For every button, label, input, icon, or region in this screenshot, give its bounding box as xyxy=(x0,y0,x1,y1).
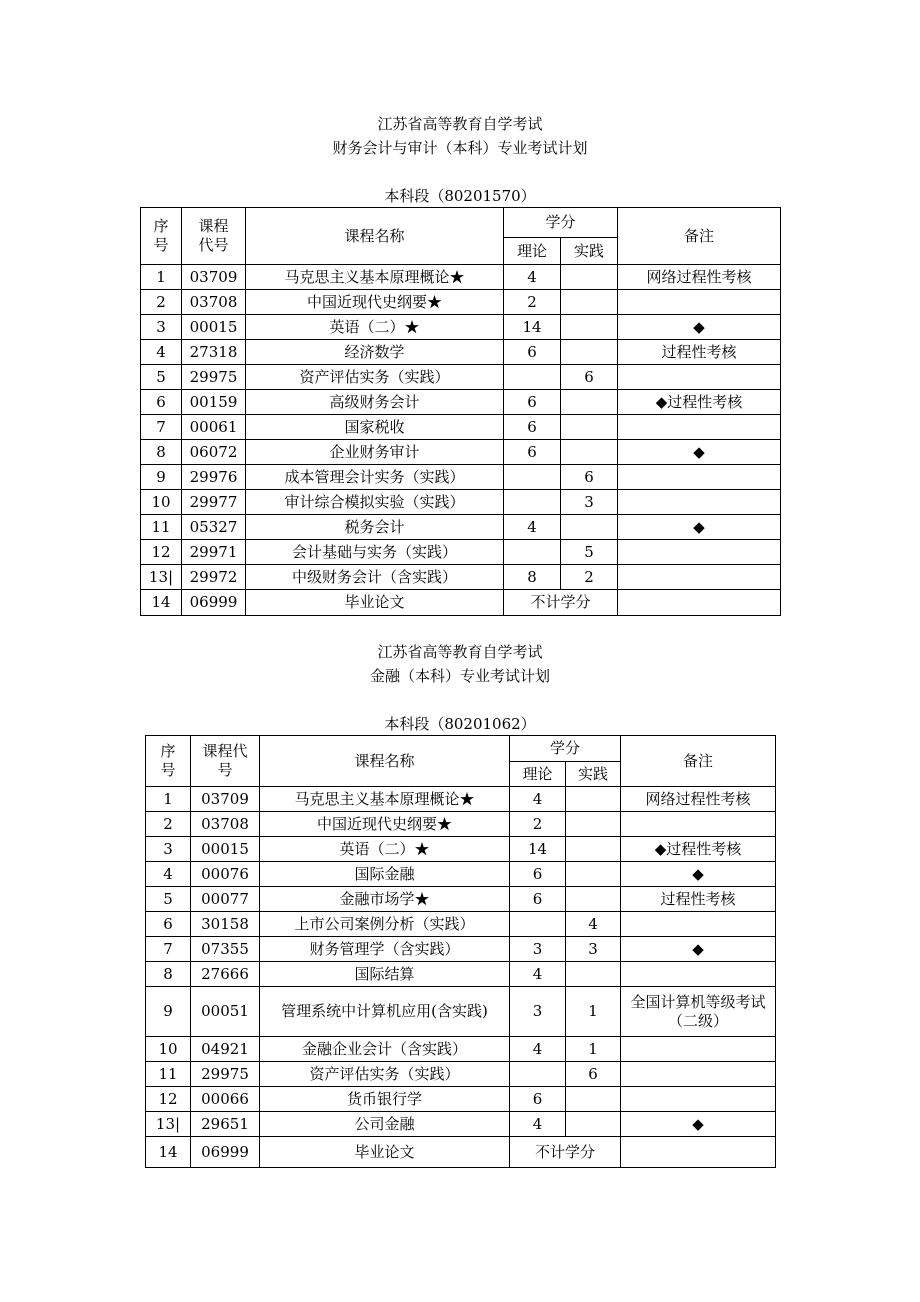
row-note: ◆ xyxy=(621,862,776,887)
row-name: 国家税收 xyxy=(246,415,504,440)
row-name: 金融企业会计（含实践） xyxy=(260,1037,510,1062)
table-row xyxy=(141,365,781,390)
header-no-line1: 序 xyxy=(160,742,176,760)
row-practice: 4 xyxy=(566,912,621,937)
row-no: 9 xyxy=(141,465,182,490)
header-no-line2: 号 xyxy=(160,761,176,779)
row-no: 6 xyxy=(146,912,191,937)
table-row xyxy=(141,340,781,365)
row-note: 过程性考核 xyxy=(618,340,781,365)
row-name: 企业财务审计 xyxy=(246,440,504,465)
row-no: 14 xyxy=(146,1137,191,1168)
row-code: 27318 xyxy=(182,340,246,365)
row-name: 经济数学 xyxy=(246,340,504,365)
row-code: 00066 xyxy=(191,1087,260,1112)
row-note: ◆ xyxy=(618,315,781,340)
table-row xyxy=(146,937,776,962)
row-practice xyxy=(566,862,621,887)
row-no: 11 xyxy=(141,515,182,540)
row-name: 上市公司案例分析（实践） xyxy=(260,912,510,937)
row-name: 国际金融 xyxy=(260,862,510,887)
plan-2-body xyxy=(146,787,776,1168)
row-practice xyxy=(566,837,621,862)
row-name: 资产评估实务（实践） xyxy=(260,1062,510,1087)
row-practice: 3 xyxy=(566,937,621,962)
row-theory: 4 xyxy=(510,787,566,812)
row-name: 国际结算 xyxy=(260,962,510,987)
table-row xyxy=(141,490,781,515)
row-note: ◆过程性考核 xyxy=(621,837,776,862)
row-no: 3 xyxy=(141,315,182,340)
row-code: 05327 xyxy=(182,515,246,540)
row-theory: 14 xyxy=(504,315,561,340)
row-practice xyxy=(561,390,618,415)
row-code: 07355 xyxy=(191,937,260,962)
row-theory: 14 xyxy=(510,837,566,862)
row-name: 毕业论文 xyxy=(246,590,504,616)
row-note xyxy=(621,912,776,937)
row-name: 英语（二）★ xyxy=(246,315,504,340)
row-practice xyxy=(566,1112,621,1137)
row-no: 1 xyxy=(146,787,191,812)
row-practice xyxy=(561,515,618,540)
row-name: 审计综合模拟实验（实践） xyxy=(246,490,504,515)
row-code: 29975 xyxy=(191,1062,260,1087)
row-theory: 6 xyxy=(504,390,561,415)
row-practice xyxy=(561,265,618,290)
row-note xyxy=(618,565,781,590)
row-practice xyxy=(561,415,618,440)
row-theory xyxy=(504,540,561,565)
row-theory: 6 xyxy=(510,1087,566,1112)
row-name: 财务管理学（含实践） xyxy=(260,937,510,962)
row-note: ◆ xyxy=(621,1112,776,1137)
plan-2-table xyxy=(145,735,776,1168)
row-note xyxy=(621,1062,776,1087)
header-theory: 理论 xyxy=(510,762,566,787)
plan-1-body xyxy=(141,265,781,616)
row-name: 公司金融 xyxy=(260,1112,510,1137)
header-credits: 学分 xyxy=(504,208,618,238)
table-row xyxy=(141,290,781,315)
row-theory xyxy=(504,365,561,390)
row-note: ◆过程性考核 xyxy=(618,390,781,415)
row-code: 29651 xyxy=(191,1112,260,1137)
row-no: 1 xyxy=(141,265,182,290)
header-code-line2: 代号 xyxy=(198,236,229,254)
row-practice xyxy=(566,1087,621,1112)
row-no: 13| xyxy=(146,1112,191,1137)
header-practice: 实践 xyxy=(566,762,621,787)
row-theory: 4 xyxy=(504,265,561,290)
row-no: 3 xyxy=(146,837,191,862)
row-code: 00051 xyxy=(191,987,260,1037)
row-code: 00159 xyxy=(182,390,246,415)
row-theory: 4 xyxy=(504,515,561,540)
table-row xyxy=(141,265,781,290)
row-theory xyxy=(510,1062,566,1087)
row-code: 03708 xyxy=(191,812,260,837)
row-no: 10 xyxy=(141,490,182,515)
row-name: 中国近现代史纲要★ xyxy=(246,290,504,315)
table-row xyxy=(146,987,776,1037)
row-no: 5 xyxy=(141,365,182,390)
row-code: 03708 xyxy=(182,290,246,315)
header-credits: 学分 xyxy=(510,736,621,762)
row-name: 马克思主义基本原理概论★ xyxy=(260,787,510,812)
row-note xyxy=(618,465,781,490)
row-practice xyxy=(561,440,618,465)
row-code: 06072 xyxy=(182,440,246,465)
row-no: 13| xyxy=(141,565,182,590)
row-note: ◆ xyxy=(618,440,781,465)
table-row xyxy=(146,887,776,912)
row-note: ◆ xyxy=(621,937,776,962)
row-no: 5 xyxy=(146,887,191,912)
row-no: 7 xyxy=(146,937,191,962)
row-practice xyxy=(566,962,621,987)
row-practice: 3 xyxy=(561,490,618,515)
row-theory xyxy=(504,465,561,490)
row-theory: 2 xyxy=(504,290,561,315)
row-name: 高级财务会计 xyxy=(246,390,504,415)
row-code: 06999 xyxy=(191,1137,260,1168)
table-row xyxy=(146,787,776,812)
table-row xyxy=(146,1037,776,1062)
row-code: 00077 xyxy=(191,887,260,912)
row-name: 中级财务会计（含实践） xyxy=(246,565,504,590)
row-no: 10 xyxy=(146,1037,191,1062)
table-row xyxy=(146,837,776,862)
row-no: 4 xyxy=(141,340,182,365)
row-theory: 4 xyxy=(510,1037,566,1062)
row-code: 03709 xyxy=(182,265,246,290)
plan-2-subtitle: 金融（本科）专业考试计划 xyxy=(369,667,550,685)
row-theory: 6 xyxy=(510,862,566,887)
row-name: 会计基础与实务（实践） xyxy=(246,540,504,565)
row-name: 毕业论文 xyxy=(260,1137,510,1168)
table-row xyxy=(146,1112,776,1137)
table-row-last xyxy=(141,590,781,616)
row-practice xyxy=(561,340,618,365)
row-note xyxy=(618,540,781,565)
row-name: 成本管理会计实务（实践） xyxy=(246,465,504,490)
plan-2-section-label: 本科段（80201062） xyxy=(384,715,536,733)
row-no: 8 xyxy=(141,440,182,465)
row-note xyxy=(618,365,781,390)
row-theory: 6 xyxy=(504,340,561,365)
row-practice xyxy=(561,290,618,315)
row-theory: 6 xyxy=(510,887,566,912)
header-note: 备注 xyxy=(621,736,776,787)
row-note xyxy=(618,590,781,616)
row-no: 14 xyxy=(141,590,182,616)
plan-1-title: 江苏省高等教育自学考试 xyxy=(377,115,543,133)
row-code: 30158 xyxy=(191,912,260,937)
table-row xyxy=(146,912,776,937)
header-code xyxy=(191,736,260,787)
row-no: 4 xyxy=(146,862,191,887)
table-row xyxy=(141,315,781,340)
header-no-line2: 号 xyxy=(153,236,169,254)
row-practice xyxy=(566,787,621,812)
row-theory: 8 xyxy=(504,565,561,590)
row-note xyxy=(621,812,776,837)
row-no: 9 xyxy=(146,987,191,1037)
table-row xyxy=(141,465,781,490)
plan-1-header-row xyxy=(141,208,781,238)
row-code: 00015 xyxy=(182,315,246,340)
row-practice: 5 xyxy=(561,540,618,565)
row-name: 金融市场学★ xyxy=(260,887,510,912)
table-row xyxy=(146,962,776,987)
plan-2-title: 江苏省高等教育自学考试 xyxy=(377,643,543,661)
row-code: 00015 xyxy=(191,837,260,862)
row-theory xyxy=(504,490,561,515)
row-credits-merged: 不计学分 xyxy=(510,1137,621,1168)
row-note: 网络过程性考核 xyxy=(618,265,781,290)
row-no: 2 xyxy=(146,812,191,837)
row-code: 03709 xyxy=(191,787,260,812)
row-name: 货币银行学 xyxy=(260,1087,510,1112)
row-no: 6 xyxy=(141,390,182,415)
row-practice: 6 xyxy=(561,365,618,390)
row-practice: 1 xyxy=(566,1037,621,1062)
table-row xyxy=(146,862,776,887)
plan-2-header-row xyxy=(146,736,776,762)
row-no: 12 xyxy=(141,540,182,565)
row-code: 29972 xyxy=(182,565,246,590)
row-practice: 2 xyxy=(561,565,618,590)
table-row xyxy=(141,415,781,440)
row-theory: 6 xyxy=(504,440,561,465)
row-practice xyxy=(566,812,621,837)
row-code: 04921 xyxy=(191,1037,260,1062)
header-code xyxy=(182,208,246,265)
row-code: 27666 xyxy=(191,962,260,987)
row-code: 06999 xyxy=(182,590,246,616)
row-theory: 3 xyxy=(510,987,566,1037)
row-practice xyxy=(566,887,621,912)
row-note: 网络过程性考核 xyxy=(621,787,776,812)
row-theory: 4 xyxy=(510,1112,566,1137)
row-theory: 3 xyxy=(510,937,566,962)
table-row xyxy=(141,390,781,415)
row-note xyxy=(621,1087,776,1112)
row-name: 资产评估实务（实践） xyxy=(246,365,504,390)
header-code-line2: 号 xyxy=(217,761,233,779)
row-name: 中国近现代史纲要★ xyxy=(260,812,510,837)
row-credits-merged: 不计学分 xyxy=(504,590,618,616)
row-name: 马克思主义基本原理概论★ xyxy=(246,265,504,290)
row-note xyxy=(621,1037,776,1062)
row-note xyxy=(621,1137,776,1168)
header-note: 备注 xyxy=(618,208,781,265)
row-name: 英语（二）★ xyxy=(260,837,510,862)
header-practice: 实践 xyxy=(561,238,618,265)
row-practice: 6 xyxy=(561,465,618,490)
table-row xyxy=(146,1062,776,1087)
row-theory: 4 xyxy=(510,962,566,987)
row-note xyxy=(621,962,776,987)
row-theory: 2 xyxy=(510,812,566,837)
row-note xyxy=(618,490,781,515)
row-no: 7 xyxy=(141,415,182,440)
plan-1-table xyxy=(140,207,781,616)
row-code: 29976 xyxy=(182,465,246,490)
row-code: 29977 xyxy=(182,490,246,515)
row-no: 2 xyxy=(141,290,182,315)
table-row xyxy=(146,812,776,837)
header-no-line1: 序 xyxy=(153,217,169,235)
row-practice: 1 xyxy=(566,987,621,1037)
row-practice xyxy=(561,315,618,340)
row-note xyxy=(618,290,781,315)
header-name: 课程名称 xyxy=(246,208,504,265)
row-note: 过程性考核 xyxy=(621,887,776,912)
row-note: 全国计算机等级考试（二级） xyxy=(621,987,776,1037)
table-row xyxy=(141,515,781,540)
table-row xyxy=(141,565,781,590)
plan-1-section-label: 本科段（80201570） xyxy=(384,187,536,205)
row-name: 管理系统中计算机应用(含实践) xyxy=(260,987,510,1037)
row-no: 8 xyxy=(146,962,191,987)
row-no: 11 xyxy=(146,1062,191,1087)
header-theory: 理论 xyxy=(504,238,561,265)
plan-1-subtitle: 财务会计与审计（本科）专业考试计划 xyxy=(332,139,588,157)
row-practice: 6 xyxy=(566,1062,621,1087)
row-note xyxy=(618,415,781,440)
table-row-last xyxy=(146,1137,776,1168)
table-row xyxy=(141,540,781,565)
row-theory xyxy=(510,912,566,937)
row-no: 12 xyxy=(146,1087,191,1112)
header-code-line1: 课程代 xyxy=(202,742,248,760)
header-no xyxy=(141,208,182,265)
row-code: 29975 xyxy=(182,365,246,390)
row-code: 00076 xyxy=(191,862,260,887)
row-note: ◆ xyxy=(618,515,781,540)
row-theory: 6 xyxy=(504,415,561,440)
header-name: 课程名称 xyxy=(260,736,510,787)
header-no xyxy=(146,736,191,787)
table-row xyxy=(141,440,781,465)
row-code: 29971 xyxy=(182,540,246,565)
row-name: 税务会计 xyxy=(246,515,504,540)
header-code-line1: 课程 xyxy=(198,217,229,235)
row-code: 00061 xyxy=(182,415,246,440)
table-row xyxy=(146,1087,776,1112)
